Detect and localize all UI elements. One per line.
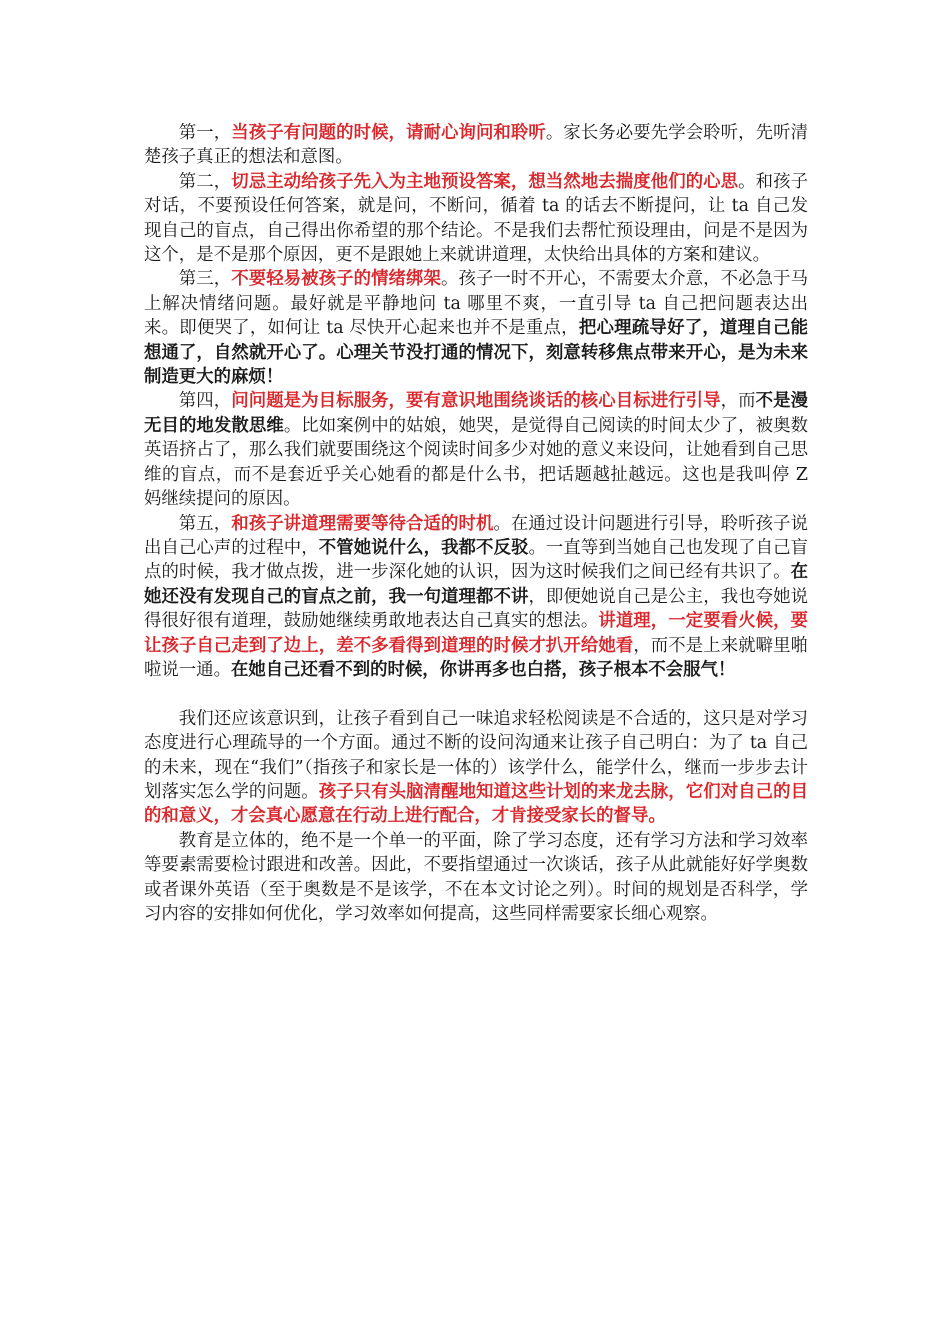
body-text: 。和孩子对话，不要预设任何答案，就是问，不断问，循着 ta 的话去不断提问，让 ta 自己发现自己的盲点，自己得出你希望的那个结论。不是我们去帮忙预设理由，问是不是因为这个，是不是那个原因，更不是跟她上来就讲道理，太快给出具体的方案和建议。 [144, 171, 808, 266]
body-text: 我们还应该意识到，让孩子看到自己一味追求轻松阅读是不合适的，这只是对学习态度进行心理疏导的一个方面。通过不断的设问沟通来让孩子自己明白：为了 ta 自己的未来，现在“我们”（指孩子和家长是一体的）该学什么，能学什么，继而一步步去计划落实怎么学的问题。 [144, 708, 808, 802]
body-text: 教育是立体的，绝不是一个单一的平面，除了学习态度，还有学习方法和学习效率等要素需要检讨跟进和改善。因此，不要指望通过一次谈话，孩子从此就能好好学奥数或者课外英语（至于奥数是不是该学，不在本文讨论之列）。时间的规划是否科学，学习内容的安排如何优化，学习效率如何提高，这些同样需要家长细心观察。 [144, 830, 808, 924]
paragraph [144, 170, 808, 268]
red-highlight-text: 当孩子有问题的时候，请耐心询问和聆听 [231, 123, 546, 143]
body-text: 。在通过设计问题进行引导，聆听孩子说出自己心声的过程中， [144, 513, 808, 558]
body-text: 第三， [178, 269, 232, 290]
body-text: ，即便她说自己是公主，我也夸她说得很好很有道理，鼓励她继续勇敢地表达自己真实的想法。 [144, 586, 808, 632]
body-text: ，而 [720, 391, 756, 412]
paragraph [144, 267, 808, 389]
article-body [144, 121, 808, 926]
body-text: 。家长务必要先学会聆听，先听清楚孩子真正的想法和意图。 [144, 123, 808, 168]
bold-emphasis-text: 在她自己还看不到的时候，你讲再多也白搭，孩子根本不会服气！ [230, 659, 736, 680]
body-text: 第五， [178, 513, 232, 534]
red-highlight-text: 孩子只有头脑清醒地知道这些计划的来龙去脉，它们对自己的目的和意义，才会真心愿意在行动上进行配合，才肯接受家长的督导。 [144, 781, 808, 827]
paragraph [144, 512, 808, 683]
body-text: 。孩子一时不开心，不需要太介意，不必急于马上解决情绪问题。最好就是平静地问 ta 哪里不爽，一直引导 ta 自己把问题表达出来。即便哭了，如何让 ta 尽快开心起来也并不是重点， [144, 269, 808, 339]
red-highlight-text: 问问题是为目标服务，要有意识地围绕谈话的核心目标进行引导 [231, 391, 721, 412]
body-text: 。一直等到当她自己也发现了自己盲点的时候，我才做点拨，进一步深化她的认识，因为这时候我们之间已经有共识了。 [144, 537, 808, 583]
bold-emphasis-text: 把心理疏导好了，道理自己能想通了，自然就开心了。心理关节没打通的情况下，刻意转移焦点带来开心，是为未来制造更大的麻烦！ [144, 318, 808, 388]
bold-emphasis-text: 不管她说什么，我都不反驳 [318, 537, 529, 558]
body-text: 。比如案例中的姑娘，她哭，是觉得自己阅读的时间太少了，被奥数英语挤占了，那么我们就要围绕这个阅读时间多少对她的意义来设问，让她看到自己思维的盲点，而不是套近乎关心她看的都是什么书，把话题越扯越远。这也是我叫停 Z 妈继续提问的原因。 [144, 415, 808, 510]
bold-emphasis-text: 在她还没有发现自己的盲点之前，我一句道理都不讲 [144, 562, 808, 607]
red-highlight-text: 切忌主动给孩子先入为主地预设答案，想当然地去揣度他们的心思 [231, 171, 739, 192]
paragraph [144, 829, 808, 927]
paragraph-spacer [144, 682, 808, 706]
body-text: 第一， [178, 123, 232, 143]
paragraph [144, 389, 808, 511]
body-text: 第二， [178, 171, 232, 192]
paragraph [144, 121, 808, 170]
red-highlight-text: 不要轻易被孩子的情绪绑架 [231, 269, 441, 290]
body-text: ，而不是上来就噼里啪啦说一通。 [144, 635, 808, 680]
bold-emphasis-text: 不是漫无目的地发散思维 [144, 391, 808, 436]
red-highlight-text: 和孩子讲道理需要等待合适的时机 [231, 513, 494, 534]
body-text: 第四， [178, 391, 232, 412]
paragraph [144, 707, 808, 829]
red-highlight-text: 讲道理，一定要看火候，要让孩子自己走到了边上，差不多看得到道理的时候才扒开给她看 [144, 611, 808, 656]
